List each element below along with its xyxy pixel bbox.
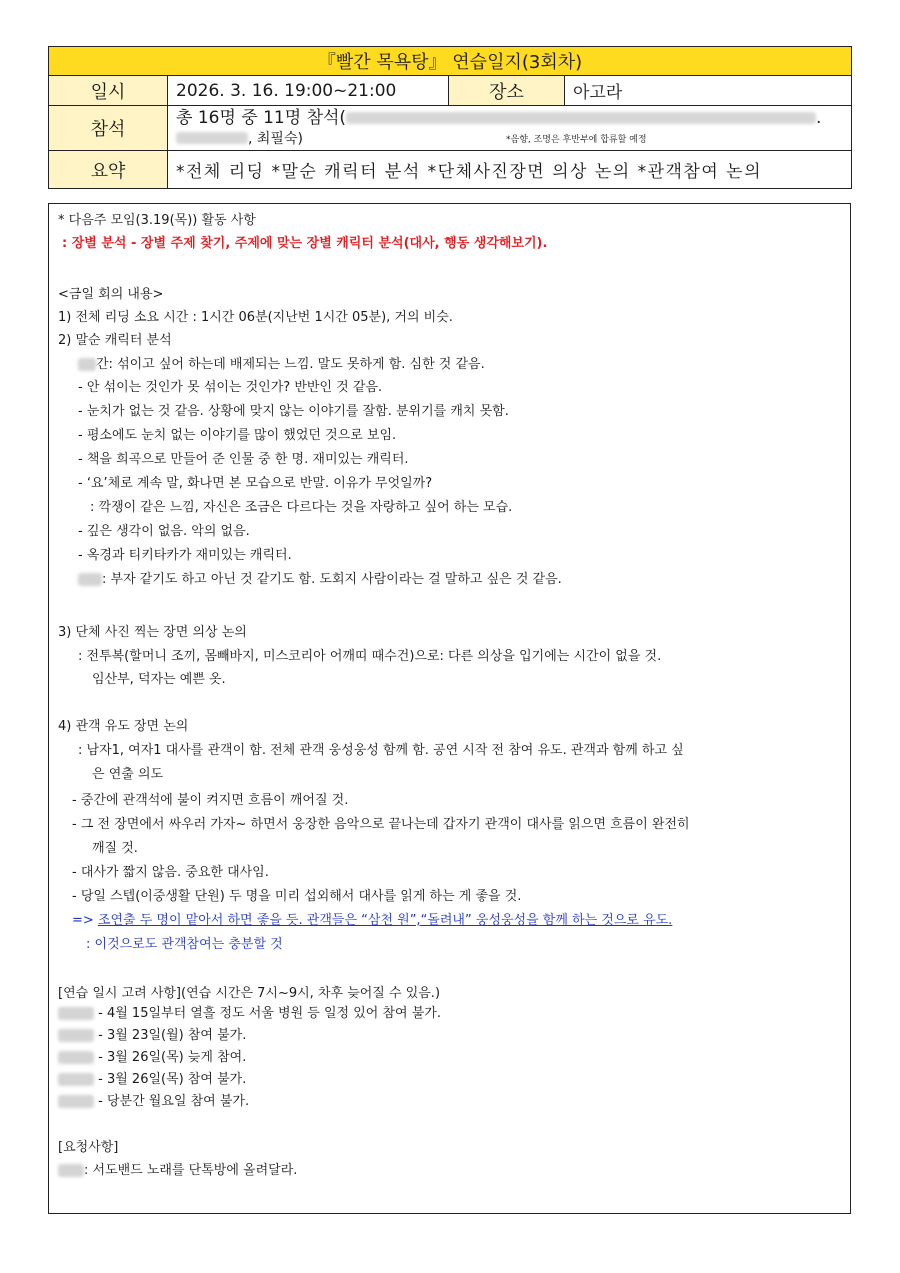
date-label: 일시 (49, 76, 168, 106)
s4-line-2: - 중간에 관객석에 불이 켜지면 흐름이 깨어질 것. (72, 793, 349, 808)
s4-line-7: : 이것으로도 관객참여는 충분할 것 (86, 937, 283, 952)
section-2: 2) 말순 캐릭터 분석 (58, 333, 172, 348)
redacted-name (58, 1029, 94, 1042)
s2-line-6: - ‘요’체로 계속 말, 화나면 본 모습으로 반말. 이유가 무엇일까? (78, 476, 433, 491)
section-title: <금일 회의 내용> (58, 287, 164, 302)
s4-line-3: - 그 전 장면에서 싸우러 가자~ 하면서 웅장한 음악으로 끝나는데 갑자기 관객이 대사를 읽으면 흐름이 완전히 (72, 817, 690, 832)
attend-note: *음향, 조명은 후반부에 합류할 예정 (506, 134, 647, 145)
date-value: 2026. 3. 16. 19:00~21:00 (168, 76, 449, 106)
s3-line-1: : 전투복(할머니 조끼, 몸빼바지, 미스코리아 어깨띠 때수건)으로: 다른 의상을 입기에는 시간이 없을 것. (78, 649, 662, 664)
schedule-line-5: - 당분간 월요일 참여 불가. (58, 1094, 249, 1110)
attend-cell: 총 16명 중 11명 참석( . , 최필숙) *음향, 조명은 후반부에 합류할 예정 (168, 106, 852, 151)
section-4: 4) 관객 유도 장면 논의 (58, 719, 189, 734)
request-line-1: : 서도밴드 노래를 단톡방에 올려달라. (58, 1163, 297, 1179)
section-1: 1) 전체 리딩 소요 시간 : 1시간 06분(지난번 1시간 05분), 거의 비슷. (58, 310, 453, 325)
s2-line-10: : 부자 같기도 하고 아닌 것 같기도 함. 도회지 사람이라는 걸 말하고 싶은 것 같음. (78, 572, 562, 588)
schedule-title: [연습 일시 고려 사항](연습 시간은 7시~9시, 차후 늦어질 수 있음.) (58, 986, 441, 1001)
redacted-name (58, 1095, 94, 1108)
s2-line-1: 간: 섞이고 싶어 하는데 배제되는 느낌. 말도 못하게 함. 심한 것 같음. (78, 357, 485, 373)
document-title: 『빨간 목욕탕』 연습일지(3회차) (49, 47, 852, 76)
s4-line-1b: 은 연출 의도 (92, 767, 164, 782)
next-meeting: * 다음주 모임(3.19(목)) 활동 사항 (58, 213, 256, 228)
s2-line-9: - 옥경과 티키타카가 재미있는 캐릭터. (78, 548, 292, 563)
schedule-line-1: - 4월 15일부터 열흘 정도 서울 병원 등 일정 있어 참여 불가. (58, 1006, 441, 1022)
redacted-name (58, 1051, 94, 1064)
s3-line-2: 임산부, 덕자는 예쁜 옷. (92, 672, 226, 687)
s4-line-6: => 조연출 두 명이 맡아서 하면 좋을 듯. 관객들은 “삼천 원”,“돌려내” 웅성웅성을 함께 하는 것으로 유도. (72, 913, 673, 928)
s2-line-3: - 눈치가 없는 것 같음. 상황에 맞지 않는 이야기를 잘함. 분위기를 캐치 못함. (78, 404, 509, 419)
s4-line-1: : 남자1, 여자1 대사를 관객이 함. 전체 관객 웅성웅성 함께 함. 공연 시작 전 참여 유도. 관객과 함께 하고 싶 (78, 743, 684, 758)
attend-value: 총 16명 중 11명 참석( (176, 107, 347, 128)
summary-label: 요약 (49, 151, 168, 189)
place-label: 장소 (449, 76, 565, 106)
redacted-name (58, 1073, 94, 1086)
redacted-name (58, 1007, 94, 1020)
schedule-line-4: - 3월 26일(목) 참여 불가. (58, 1072, 246, 1088)
request-title: [요청사항] (58, 1140, 119, 1155)
s4-line-5: - 당일 스텝(이중생활 단원) 두 명을 미리 섭외해서 대사를 읽게 하는 게 좋을 것. (72, 889, 522, 904)
s2-line-5: - 책을 희곡으로 만들어 준 인물 중 한 명. 재미있는 캐릭터. (78, 452, 409, 467)
place-value: 아고라 (565, 76, 852, 106)
section-3: 3) 단체 사진 찍는 장면 의상 논의 (58, 625, 247, 640)
s2-line-4: - 평소에도 눈치 없는 이야기를 많이 했었던 것으로 보임. (78, 428, 397, 443)
s4-line-3b: 깨질 것. (92, 841, 138, 856)
header-table (48, 46, 852, 189)
redacted-name (58, 1164, 84, 1177)
schedule-line-3: - 3월 26일(목) 늦게 참여. (58, 1050, 246, 1066)
redacted-names-2 (176, 132, 248, 144)
attend-label: 참석 (49, 106, 168, 151)
schedule-line-2: - 3월 23일(월) 참여 불가. (58, 1028, 246, 1044)
redacted-name (78, 358, 96, 371)
summary-value: *전체 리딩 *말순 캐릭터 분석 *단체사진장면 의상 논의 *관객참여 논의 (168, 151, 852, 189)
next-task: : 장별 분석 - 장별 주제 찾기, 주제에 맞는 장별 캐릭터 분석(대사, 행동 생각해보기). (62, 236, 548, 251)
s2-line-7: : 깍쟁이 같은 느낌, 자신은 조금은 다르다는 것을 자랑하고 싶어 하는 모습. (90, 500, 513, 515)
redacted-name (78, 573, 102, 586)
redacted-names (346, 112, 816, 124)
s2-line-2: - 안 섞이는 것인가 못 섞이는 것인가? 반반인 것 같음. (78, 380, 383, 395)
s2-line-8: - 깊은 생각이 없음. 악의 없음. (78, 524, 250, 539)
s4-line-4: - 대사가 짧지 않음. 중요한 대사임. (72, 865, 269, 880)
attend-tail: , 최필숙) (248, 130, 303, 147)
